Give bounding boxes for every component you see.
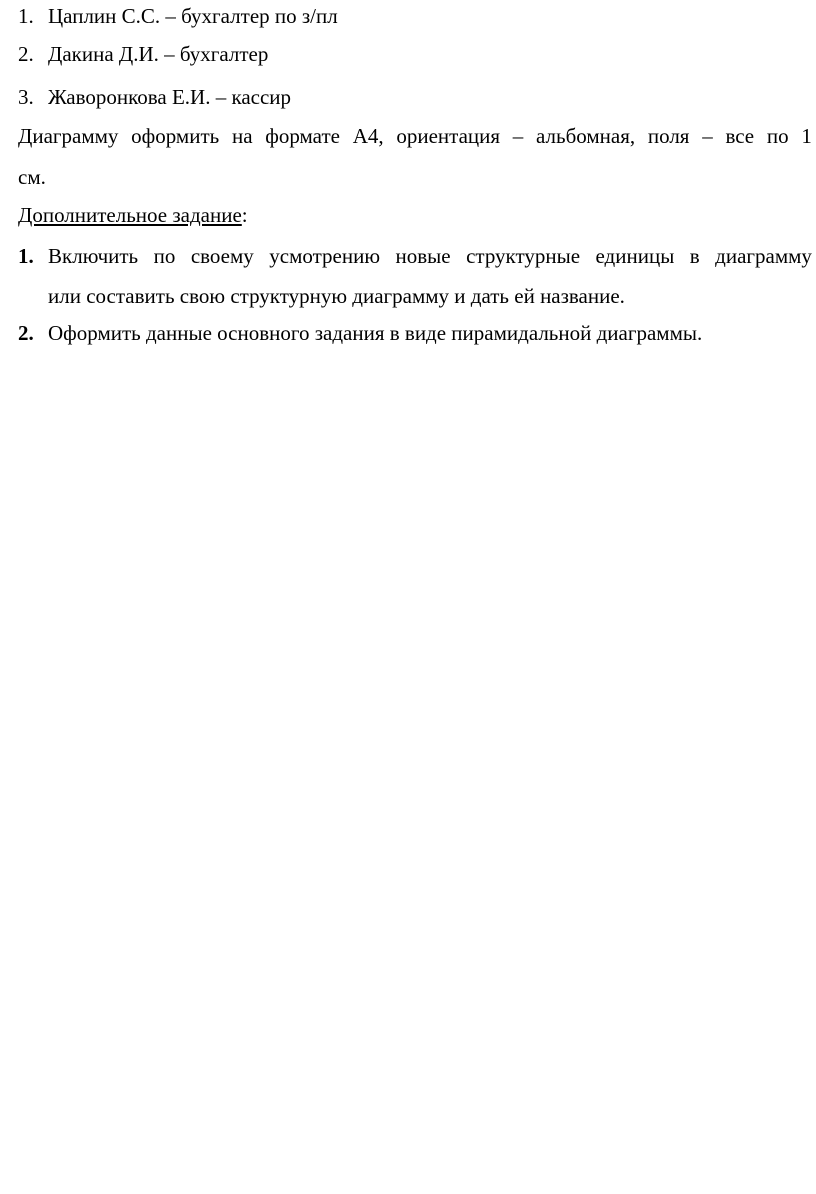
additional-item-number: 2. bbox=[18, 321, 34, 345]
word: Диаграмму bbox=[18, 124, 119, 148]
staff-list-item: Цаплин С.С. – бухгалтер по з/пл bbox=[48, 4, 338, 28]
additional-heading-text: Дополнительное задание bbox=[18, 203, 242, 227]
additional-item-line bbox=[48, 243, 812, 269]
word: по bbox=[153, 244, 176, 268]
word: ориентация bbox=[396, 124, 501, 148]
word: – bbox=[702, 124, 713, 148]
staff-list-number: 1. bbox=[18, 4, 34, 28]
word: все bbox=[725, 124, 755, 148]
word: своему bbox=[190, 244, 254, 268]
word: оформить bbox=[131, 124, 220, 148]
word: единицы bbox=[595, 244, 675, 268]
word: новые bbox=[395, 244, 451, 268]
word: структурные bbox=[466, 244, 581, 268]
word: – bbox=[512, 124, 524, 148]
staff-list-number: 3. bbox=[18, 85, 34, 109]
word: А4, bbox=[352, 124, 384, 148]
staff-list-number: 2. bbox=[18, 42, 34, 66]
format-note-line: см. bbox=[18, 165, 46, 189]
word: усмотрению bbox=[269, 244, 381, 268]
word: диаграмму bbox=[715, 244, 812, 268]
staff-list-item: Дакина Д.И. – бухгалтер bbox=[48, 42, 269, 66]
additional-heading bbox=[18, 202, 248, 228]
additional-item-number: 1. bbox=[18, 244, 34, 268]
additional-heading-colon: : bbox=[241, 203, 248, 227]
word: на bbox=[231, 124, 253, 148]
word: 1 bbox=[801, 124, 812, 148]
word: формате bbox=[265, 124, 340, 148]
word: поля bbox=[647, 124, 690, 148]
word: в bbox=[689, 244, 700, 268]
word: по bbox=[766, 124, 789, 148]
word: альбомная, bbox=[536, 124, 636, 148]
staff-list-item: Жаворонкова Е.И. – кассир bbox=[48, 85, 292, 109]
format-note-line bbox=[18, 123, 812, 149]
word: Включить bbox=[48, 244, 139, 268]
additional-item-line: или составить свою структурную диаграмму и дать ей название. bbox=[48, 284, 625, 308]
additional-item-line: Оформить данные основного задания в виде пирамидальной диаграммы. bbox=[48, 321, 703, 345]
